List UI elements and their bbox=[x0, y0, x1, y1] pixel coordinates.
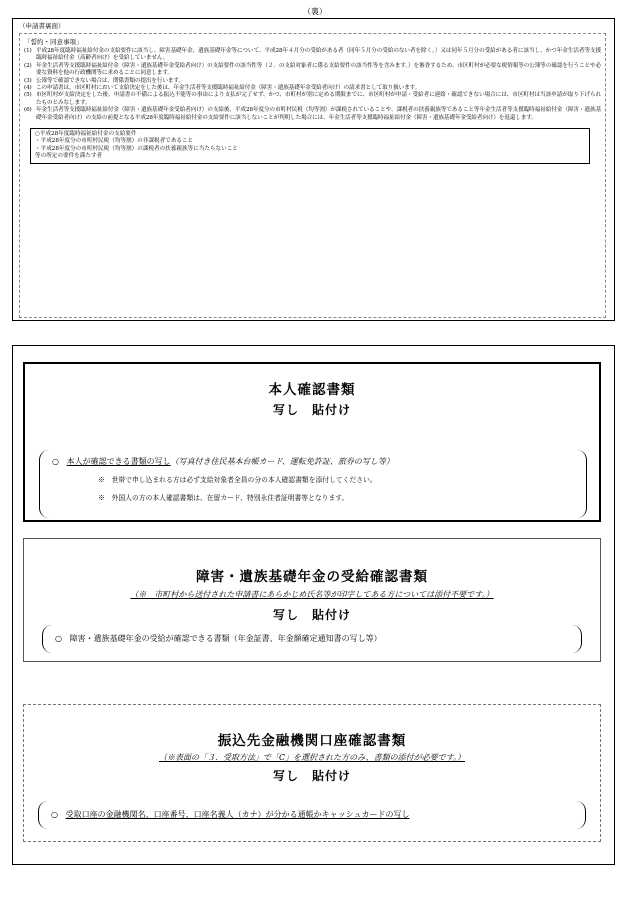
bank-document-panel bbox=[23, 704, 601, 842]
pension-attach-area bbox=[42, 625, 582, 653]
id-requirement-text: 本人が確認できる書類の写し bbox=[66, 457, 171, 466]
bank-attach-area bbox=[38, 801, 586, 829]
requirements-line: ○平成28年度臨時福祉給付金の支給要件 bbox=[35, 131, 137, 138]
pension-panel-note: （※ 市町村から送付された申請書にあらかじめ氏名等が印字してある方については添付不要です。） bbox=[130, 590, 494, 599]
pledge-box bbox=[19, 33, 606, 318]
page-header: （裏） bbox=[303, 7, 327, 16]
pledge-item bbox=[24, 48, 601, 63]
pledge-item-number: (3) bbox=[24, 77, 32, 84]
pension-document-panel bbox=[23, 538, 601, 662]
bullet-circle: ○ bbox=[52, 457, 59, 466]
bullet-circle: ○ bbox=[51, 810, 58, 819]
pledge-item-text: 平成28年度臨時福祉給付金の支給要件に該当し、障害基礎年金、遺族基礎年金等について、平成28年４月分の受給がある者（同年５月分の受給のない者を除く。）又は同年５月分の受給がある者に該当し、かつ年金生活者等支援臨時福祉給付金（高齢者向け）を受給していません。 bbox=[36, 48, 601, 62]
pension-panel-subtitle: 写し 貼付け bbox=[272, 608, 351, 622]
pledge-item-text: 公簿等で確認できない場合は、関係書類の提出を行います。 bbox=[36, 77, 184, 84]
bank-panel-note: （※表面の「３．受取方法」で「C」を選択された方のみ、書類の添付が必要です。） bbox=[159, 753, 465, 762]
pledge-item-text: この申請書は、市区町村において支給決定をした後は、年金生活者等支援臨時福祉給付金（障害・遺族基礎年金受給者向け）の請求書として取り扱います。 bbox=[36, 85, 421, 92]
id-requirement-examples: （写真付き住民基本台帳カード、運転免許証、旅券の写し等） bbox=[170, 457, 394, 466]
id-document-panel bbox=[23, 362, 601, 522]
pledge-item-number: (5) bbox=[24, 92, 32, 99]
id-note-household: ※ 世帯で申し込まれる方は必ず支給対象者全員の分の本人確認書類を添付してください。 bbox=[98, 476, 377, 484]
id-note-foreigner: ※ 外国人の方の本人確認書類は、在留カード、特別永住者証明書等となります。 bbox=[98, 494, 349, 502]
pledge-item-number: (1) bbox=[24, 48, 32, 54]
pledge-item-text: 年金生活者等支援臨時福祉給付金（障害・遺族基礎年金受給者向け）の支給後、平成28年度分の市町村民税（均等割）が課税されていることや、課税者の扶養親族等であること等年金生活者等支援臨時福祉給付金（障害・遺族基礎年金受給者向け）の支給の前提となる平成28年度臨時福祉給付金の支給要件に該当しないことが判明した場合には、年金生活者等支援臨時福祉給付金（障害・遺族基礎年金受給者向け）を返還します。 bbox=[36, 107, 601, 121]
application-back-section bbox=[12, 18, 615, 321]
requirements-line: 等の所定の要件を満たす者 bbox=[35, 153, 103, 160]
back-section-label: （申請書裏面） bbox=[19, 22, 65, 30]
bullet-circle: ○ bbox=[55, 634, 62, 643]
bank-panel-subtitle: 写し 貼付け bbox=[272, 769, 351, 783]
id-panel-title: 本人確認書類 bbox=[268, 382, 356, 398]
pledge-item-text: 年金生活者等支援臨時福祉給付金（障害・遺族基礎年金受給者向け）の支給要件の該当性等（２．の支給対象者に係る支給要件の該当性等を含みます。）を審査するため、市区町村が必要な税情報等の公簿等の確認を行うことや必要な資料を他の行政機関等に求めることに同意します。 bbox=[36, 62, 601, 77]
pledge-item bbox=[24, 92, 601, 107]
pledge-item-number: (6) bbox=[24, 107, 32, 114]
pledge-item bbox=[24, 78, 601, 85]
pension-requirement-text: 障害・遺族基礎年金の受給が確認できる書類（年金証書、年金額確定通知書の写し等） bbox=[69, 634, 382, 643]
pledge-item-text: 市区町村が支給決定をした後、申請書の不備による振込不能等の事由により支払が完了せず、かつ、市町村が別に定める期限までに、市区町村が申請・受給者に連絡・確認できない場合には、市区町村は当該申請が取り下げられたものとみなします。 bbox=[36, 92, 601, 106]
pledge-item-number: (4) bbox=[24, 85, 32, 92]
pledge-item bbox=[24, 107, 601, 122]
pledge-title: 「誓約・同意事項」 bbox=[24, 38, 83, 46]
pledge-item-number: (2) bbox=[24, 62, 32, 69]
bank-requirement-text: 受取口座の金融機関名、口座番号、口座名義人（カナ）が分かる通帳かキャッシュカードの写し bbox=[65, 810, 410, 819]
id-attach-area bbox=[39, 450, 587, 518]
requirements-box bbox=[30, 128, 590, 164]
attachments-section bbox=[12, 345, 615, 865]
pension-requirement-line bbox=[55, 633, 382, 644]
pension-panel-title: 障害・遺族基礎年金の受給確認書類 bbox=[196, 569, 428, 585]
requirements-line: ・平成28年度分の市町村民税（均等割）の課税者の扶養親族等に当たらないこと bbox=[35, 145, 238, 152]
pledge-item bbox=[24, 63, 601, 78]
id-requirement-line bbox=[52, 456, 394, 467]
bank-requirement-line bbox=[51, 809, 409, 820]
pledge-list bbox=[24, 48, 601, 122]
requirements-line: ・平成28年度分の市町村民税（均等割）の非課税者であること bbox=[35, 138, 194, 145]
id-panel-subtitle: 写し 貼付け bbox=[272, 403, 351, 417]
bank-panel-title: 振込先金融機関口座確認書類 bbox=[217, 733, 407, 749]
